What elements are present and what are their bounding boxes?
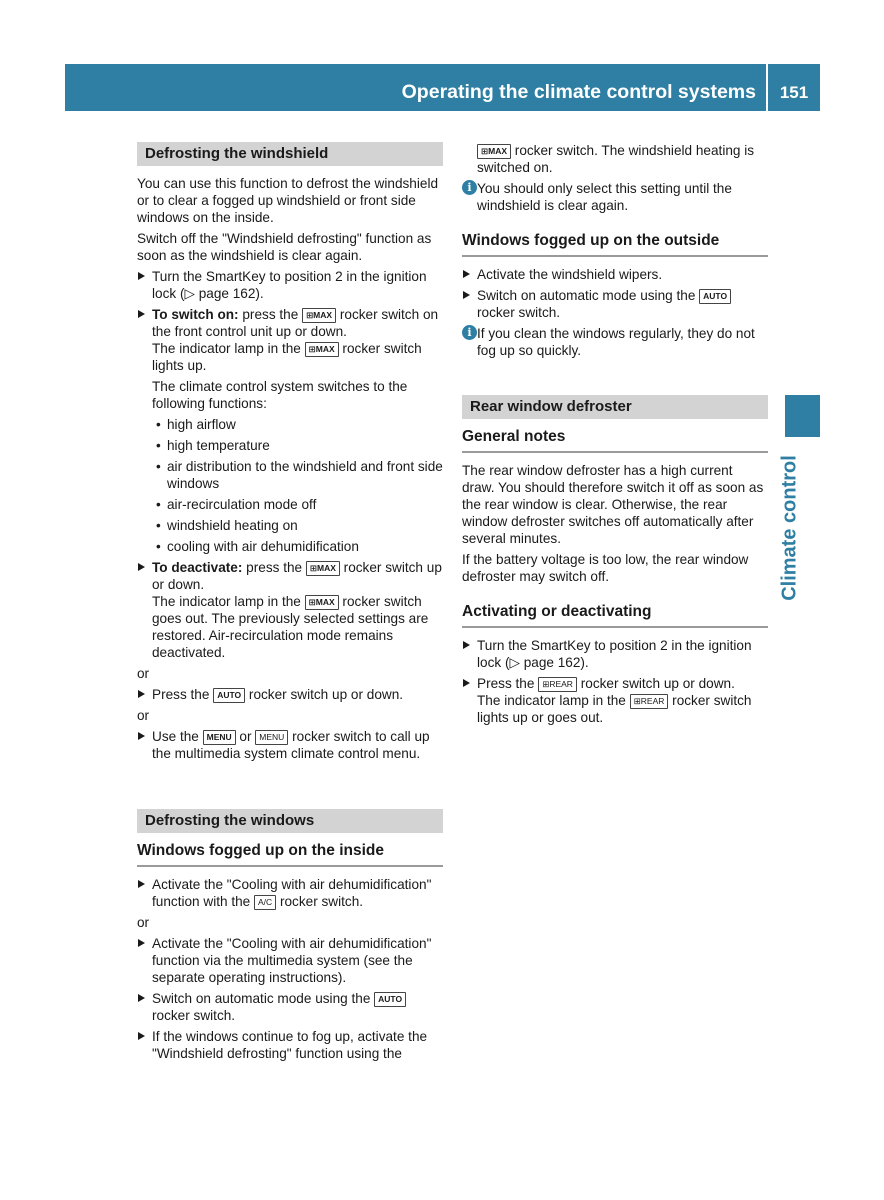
defrost-max-icon: ⊞MAX xyxy=(477,144,511,159)
list-item: • windshield heating on xyxy=(137,517,443,534)
section-heading-defrost-windows: Defrosting the windows xyxy=(137,809,443,833)
subheading-fogged-outside: Windows fogged up on the outside xyxy=(462,232,768,257)
step-text: Use the xyxy=(152,729,203,744)
step-text: rocker switch. xyxy=(152,1008,236,1023)
defrost-max-icon: ⊞MAX xyxy=(305,595,339,610)
instruction-step: Activate the windshield wipers. xyxy=(462,266,768,283)
step-label: To switch on: xyxy=(152,307,239,322)
rear-defrost-icon: ⊞REAR xyxy=(538,677,577,692)
instruction-step: Activate the "Cooling with air dehumidification" function via the multimedia system (see the separate operating instructions). xyxy=(137,935,443,986)
step-text: rocker switch goes out. The previously selected settings are restored. Air-recirculation mode remains deactivated. xyxy=(152,594,429,660)
instruction-step xyxy=(137,559,443,661)
list-item: • cooling with air dehumidification xyxy=(137,538,443,555)
step-text: rocker switch up or down. xyxy=(576,676,735,691)
left-column xyxy=(137,142,443,1066)
menu-reset-icon: MENU xyxy=(255,730,288,745)
instruction-step xyxy=(137,728,443,762)
side-tab xyxy=(778,445,802,610)
info-icon: i xyxy=(462,325,477,340)
info-note xyxy=(462,180,768,214)
list-item: • high airflow xyxy=(137,416,443,433)
subheading-activating: Activating or deactivating xyxy=(462,603,768,628)
step-text: Switch on automatic mode using the xyxy=(477,288,700,303)
instruction-step xyxy=(462,287,768,321)
step-text: rocker switch lights up or goes out. xyxy=(477,693,752,725)
subheading-general-notes: General notes xyxy=(462,428,768,453)
rear-defrost-icon: ⊞REAR xyxy=(630,694,669,709)
or-separator: or xyxy=(137,915,150,930)
step-text: Activate the "Cooling with air dehumidification" function with the xyxy=(152,877,432,909)
instruction-step xyxy=(137,876,443,910)
paragraph: You can use this function to defrost the windshield or to clear a fogged up windshield or front side windows on the inside. xyxy=(137,176,439,225)
step-text: The indicator lamp in the xyxy=(477,693,630,708)
step-text: Press the xyxy=(152,687,214,702)
step-text: rocker switch up or down. xyxy=(152,560,442,592)
section-heading-defrost-windshield: Defrosting the windshield xyxy=(137,142,443,166)
subheading-fogged-inside: Windows fogged up on the inside xyxy=(137,842,443,867)
page-header xyxy=(65,64,820,111)
instruction-step xyxy=(137,686,443,703)
ac-icon: A/C xyxy=(254,895,276,910)
side-tab-marker xyxy=(785,395,820,437)
step-text: Switch on automatic mode using the xyxy=(152,991,375,1006)
step-text: rocker switch to call up the multimedia system climate control menu. xyxy=(152,729,430,761)
instruction-step: If the windows continue to fog up, activate the "Windshield defrosting" function using the xyxy=(137,1028,443,1062)
section-heading-rear-defroster: Rear window defroster xyxy=(462,395,768,419)
list-item: • air-recirculation mode off xyxy=(137,496,443,513)
right-column xyxy=(462,142,768,730)
page-number: 151 xyxy=(779,83,809,102)
step-text: rocker switch. xyxy=(276,894,364,909)
paragraph: Switch off the "Windshield defrosting" function as soon as the windshield is clear again. xyxy=(137,231,432,263)
step-text: rocker switch. The windshield heating is switched on. xyxy=(477,143,755,175)
paragraph: The rear window defroster has a high current draw. You should therefore switch it off as soon as the rear window is clear. Otherwise, the rear window defroster switches off automatically after several minutes. xyxy=(462,463,764,546)
side-tab-label: Climate control xyxy=(778,454,801,601)
note-text: If you clean the windows regularly, they do not fog up so quickly. xyxy=(477,326,755,358)
instruction-step: Turn the SmartKey to position 2 in the ignition lock (▷ page 162). xyxy=(462,637,768,671)
menu-icon: MENU xyxy=(203,730,236,745)
step-text: Press the xyxy=(477,676,539,691)
paragraph: If the battery voltage is too low, the rear window defroster may switch off. xyxy=(462,552,749,584)
step-text: The indicator lamp in the xyxy=(152,341,305,356)
step-text: rocker switch lights up. xyxy=(152,341,422,373)
list-item: • air distribution to the windshield and front side windows xyxy=(137,458,443,492)
info-icon: i xyxy=(462,180,477,195)
step-continuation xyxy=(462,142,768,176)
instruction-step xyxy=(462,675,768,726)
defrost-max-icon: ⊞MAX xyxy=(306,561,340,576)
step-text: rocker switch on the front control unit up or down. xyxy=(152,307,439,339)
info-note xyxy=(462,325,768,359)
step-text: press the xyxy=(238,307,303,322)
or-separator: or xyxy=(137,708,150,723)
defrost-max-icon: ⊞MAX xyxy=(305,342,339,357)
chapter-title: Operating the climate control systems xyxy=(401,81,756,103)
instruction-step: Turn the SmartKey to position 2 in the ignition lock (▷ page 162). xyxy=(137,268,443,302)
step-text: or xyxy=(235,729,256,744)
step-text: rocker switch up or down. xyxy=(245,687,404,702)
note-text: You should only select this setting until the windshield is clear again. xyxy=(477,181,732,213)
auto-icon: AUTO xyxy=(699,289,731,304)
auto-icon: AUTO xyxy=(213,688,245,703)
step-label: To deactivate: xyxy=(152,560,243,575)
paragraph: The climate control system switches to the following functions: xyxy=(152,379,408,411)
or-separator: or xyxy=(137,666,150,681)
auto-icon: AUTO xyxy=(374,992,406,1007)
step-text: rocker switch. xyxy=(477,305,561,320)
step-text: The indicator lamp in the xyxy=(152,594,305,609)
step-text: press the xyxy=(242,560,306,575)
instruction-step xyxy=(137,990,443,1024)
defrost-max-icon: ⊞MAX xyxy=(302,308,336,323)
instruction-step xyxy=(137,306,443,374)
list-item: • high temperature xyxy=(137,437,443,454)
